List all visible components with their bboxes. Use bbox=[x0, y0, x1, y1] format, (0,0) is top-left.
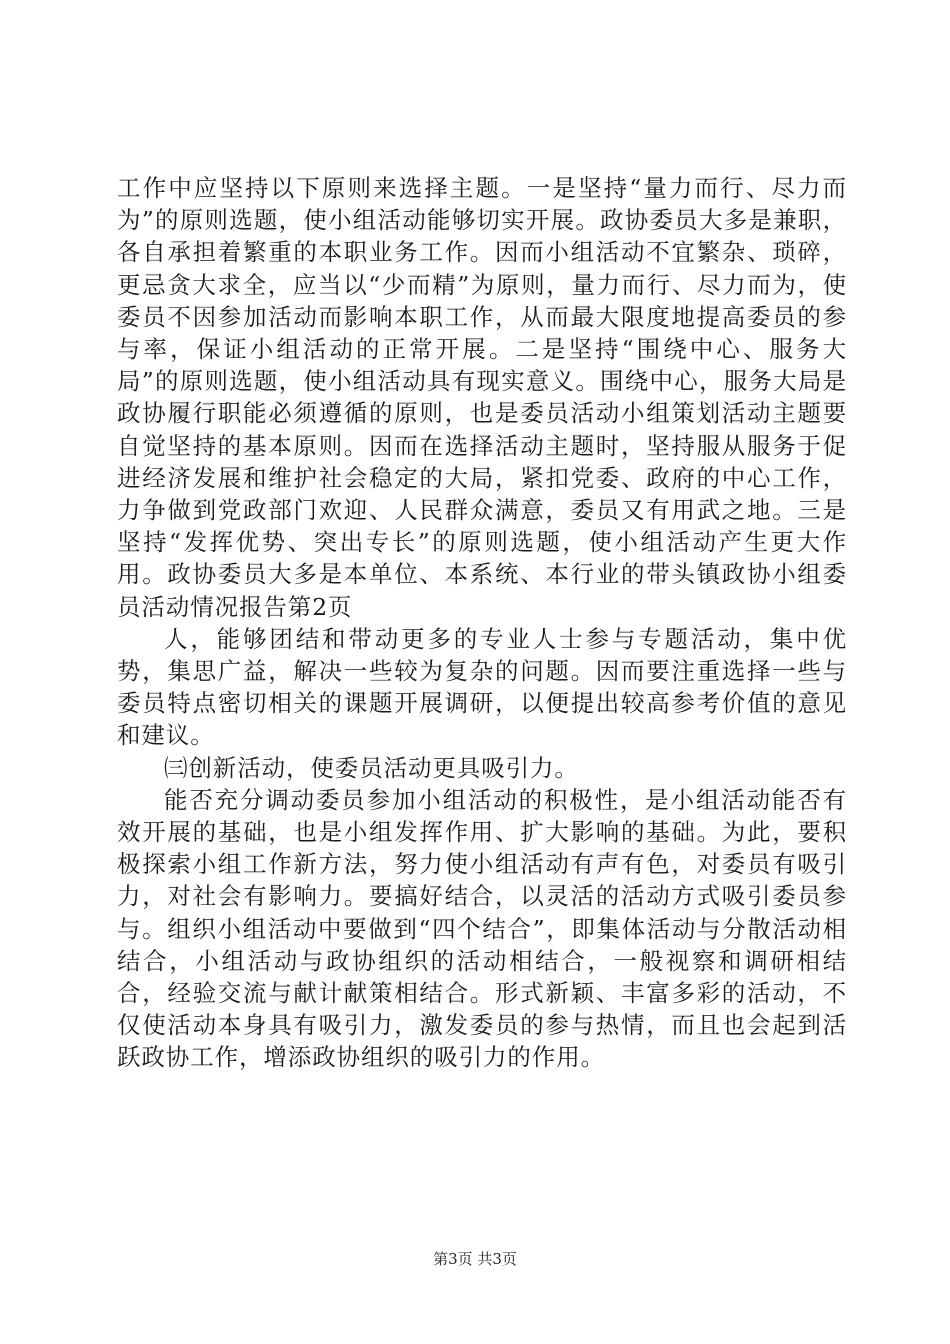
paragraph-innovation: 能否充分调动委员参加小组活动的积极性，是小组活动能否有效开展的基础，也是小组发挥作用、扩大影响的基础。为此，要积极探索小组工作新方法，努力使小组活动有声有色，对委员有吸引力，对社会有影响力。要搞好结合，以灵活的活动方式吸引委员参与。组织小组活动中要做到“四个结合”，即集体活动与分散活动相结合，小组活动与政协组织的活动相结合，一般视察和调研相结合，经验交流与献计献策相结合。形式新颖、丰富多彩的活动，不仅使活动本身具有吸引力，激发委员的参与热情，而且也会起到活跃政协工作，增添政协组织的吸引力的作用。 bbox=[117, 785, 847, 1072]
section-heading-innovation: ㈢创新活动，使委员活动更具吸引力。 bbox=[164, 753, 579, 782]
paragraph-expertise: 人，能够团结和带动更多的专业人士参与专题活动，集中优势，集思广益，解决一些较为复杂的问题。因而要注重选择一些与委员特点密切相关的课题开展调研，以便提出较高参考价值的意见和建议。 bbox=[117, 624, 847, 750]
page-footer: 第3页 共3页 bbox=[433, 1250, 517, 1268]
paragraph-principles: 工作中应坚持以下原则来选择主题。一是坚持“量力而行、尽力而为”的原则选题，使小组活动能够切实开展。政协委员大多是兼职，各自承担着繁重的本职业务工作。因而小组活动不宜繁杂、琐碎，更忌贪大求全，应当以“少而精”为原则，量力而行、尽力而为，使委员不因参加活动而影响本职工作，从而最大限度地提高委员的参与率，保证小组活动的正常开展。二是坚持“围绕中心、服务大局”的原则选题，使小组活动具有现实意义。围绕中心，服务大局是政协履行职能必须遵循的原则，也是委员活动小组策划活动主题要自觉坚持的基本原则。因而在选择活动主题时，坚持服从服务于促进经济发展和维护社会稳定的大局，紧扣党委、政府的中心工作，力争做到党政部门欢迎、人民群众满意，委员又有用武之地。三是坚持“发挥优势、突出专长”的原则选题，使小组活动产生更大作用。政协委员大多是本单位、本系统、本行业的带头镇政协小组委员活动情况报告第2页 bbox=[117, 174, 847, 621]
document-body bbox=[117, 172, 847, 1074]
